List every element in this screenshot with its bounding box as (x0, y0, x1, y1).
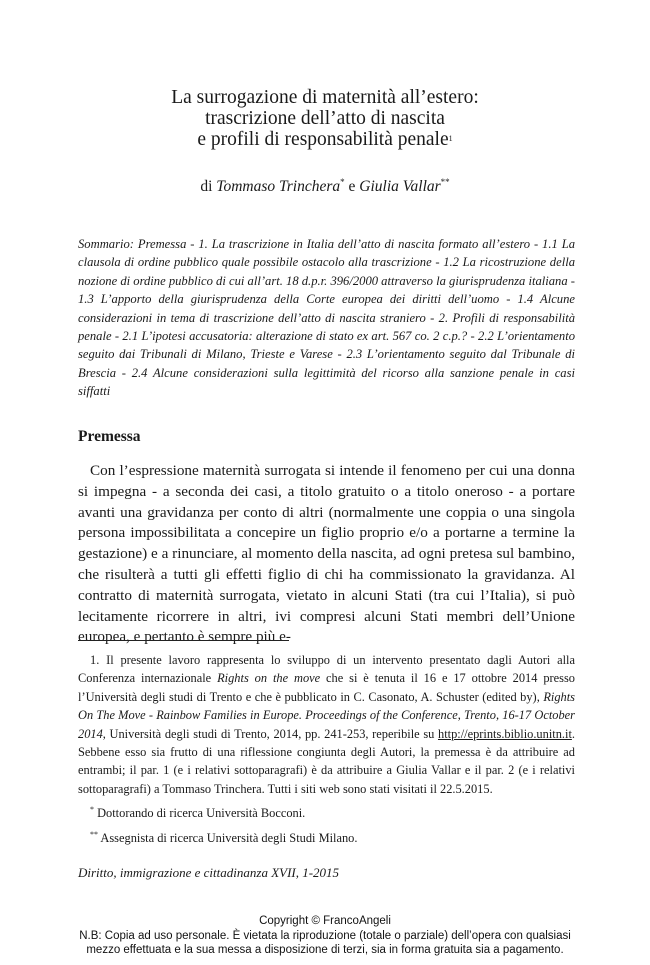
copyright-line-1: Copyright © FrancoAngeli (259, 915, 391, 927)
footnote-1-text-a: 1. Il presente lavoro rappresenta lo sviluppo di un intervento presentato dagli Autori alla Conferenza internazionale (78, 653, 575, 686)
authors-prefix: di (200, 178, 213, 196)
title-line-3-text: e profili di responsabilità penale (197, 129, 449, 150)
copyright-notice (0, 914, 650, 958)
copyright-line-2: N.B: Copia ad uso personale. È vietata la riproduzione (totale o parziale) dell’opera con qualsiasi (79, 929, 571, 942)
footnote-1-text-e: . Sebbene esso sia frutto di una riflessione congiunta degli Autori, la premessa è da attribuire ad entrambi; il par. 1 (e i relativi sottoparagrafi) è da attribuire a Giulia Vallar e il par. 2 (e i relativi sottoparagrafi) a Tommaso Trinchera. Tutti i siti web sono stati visitati il 22.5.2015. (78, 726, 575, 796)
eprints-link[interactable]: http://eprints.biblio.unitn.it (438, 726, 572, 741)
journal-citation: Diritto, immigrazione e cittadinanza XVII, 1-2015 (78, 865, 340, 880)
title-line-2: trascrizione dell’atto di nascita (205, 108, 445, 129)
title-line-1: La surrogazione di maternità all’estero: (171, 87, 479, 108)
copyright-line-3: mezzo effettuata e la sua messa a disposizione di terzi, sia in forma gratuita sia a pagamento. (86, 944, 564, 956)
footnotes (78, 651, 575, 847)
footnote-separator (78, 640, 289, 641)
footnote-1-text-c: , (457, 708, 465, 723)
title-line-3 (0, 129, 650, 150)
footnote-double-star-mark: ** (90, 829, 98, 839)
footnote-star (78, 801, 575, 823)
table-of-contents-summary: Sommario: Premessa - 1. La trascrizione in Italia dell’atto di nascita formato all’estero - 1.1 La clausola di ordine pubblico quale possibile ostacolo alla trascrizione - 1.2 La ricostruzione della nozione di ordine pubblico di cui all’art. 18 d.p.r. 396/2000 attraverso la giurisprudenza italiana - 1.3 L’apporto della giurisprudenza della Corte europea dei diritti dell’uomo - 1.4 Alcune considerazioni in tema di trascrizione dell’atto di nascita straniero - 2. Profili di responsabilità penale - 2.1 L’ipotesi accusatoria: alterazione di stato ex art. 567 co. 2 c.p.? - 2.2 L’orientamento seguito dai Tribunali di Milano, Trieste e Varese - 2.3 L’orientamento seguito dal Tribunale di Brescia - 2.4 Alcune considerazioni sulla legittimità del ricorso alla sanzione penale in casi siffatti (78, 237, 575, 399)
footnote-1-text-d: , Università degli studi di Trento, 2014, pp. 241-253, reperibile su (102, 726, 438, 741)
body-paragraph: Con l’espressione maternità surrogata si intende il fenomeno per cui una donna si impegna - a seconda dei casi, a titolo gratuito o a titolo oneroso - a portare avanti una gravidanza per conto di altri (normalmente une coppia o una singola persona impossibilitata a concepire un figlio proprio e/o a portarne a termine la gestazione) e a rinunciare, al momento della nascita, ad ogni pretesa sul bambino, che risulterà a tutti gli effetti figlio di chi ha commissionato la gravidanza. Al contratto di maternità surrogata, vietato in alcuni Stati (tra cui l’Italia), si può lecitamente ricorrere in altri, ivi compresi alcuni Stati membri dell’Unione europea, e pertanto è sempre più e- (78, 462, 575, 646)
authors-conjunction: e (348, 178, 356, 196)
footnote-1-italic-b: Rights On The Move - Rainbow Families in Europe. Proceedings of the Conference (78, 689, 575, 723)
footnote-1 (78, 651, 575, 798)
footnote-1-italic-c: Trento, 16-17 October 2014 (78, 708, 575, 741)
author-1: Tommaso Trinchera (216, 178, 341, 196)
article-title (0, 87, 650, 150)
footnote-star-text: Dottorando di ricerca Università Bocconi. (94, 806, 306, 821)
footnote-double-star-text: Assegnista di ricerca Università degli Studi Milano. (98, 830, 358, 845)
section-heading: Premessa (78, 428, 141, 445)
author-2: Giulia Vallar (359, 178, 441, 196)
footnote-1-italic-a: Rights on the move (217, 671, 321, 686)
footnote-double-star (78, 826, 575, 848)
footnote-1-text-b: che si è tenuta il 16 e 17 ottobre 2014 presso l’Università degli studi di Trento e che è pubblicato in C. Casonato, A. Schuster (edited by), (78, 671, 575, 704)
author-line (0, 177, 650, 196)
footnote-star-mark: * (90, 805, 94, 815)
author-1-footnote-mark[interactable]: * (340, 177, 345, 187)
author-2-footnote-mark[interactable]: ** (440, 177, 450, 187)
title-footnote-mark[interactable]: 1 (448, 134, 453, 143)
